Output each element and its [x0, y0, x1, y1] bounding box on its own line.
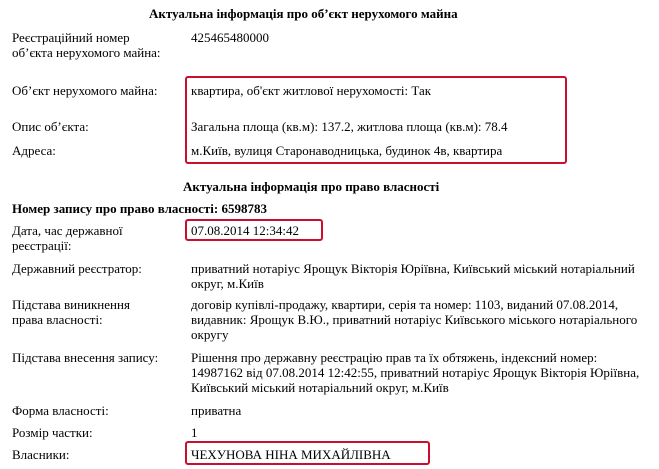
- highlight-owners: [185, 441, 430, 465]
- label-owners: Власники:: [12, 447, 70, 462]
- value-ownership-form: приватна: [191, 403, 242, 418]
- highlight-registration-date: [185, 219, 323, 241]
- record-number: Номер запису про право власності: 6598783: [12, 201, 267, 216]
- value-description: Загальна площа (кв.м): 137.2, житлова площа (кв.м): 78.4: [191, 119, 508, 134]
- value-registrar: приватний нотаріус Ярощук Вікторія Юріївна, Київський міський нотаріальний округ, м.Київ: [191, 261, 635, 291]
- value-owners: ЧЕХУНОВА НІНА МИХАЙЛІВНА: [191, 447, 391, 462]
- label-object-type: Об’єкт нерухомого майна:: [12, 83, 158, 98]
- object-section-title: Актуальна інформація про об’єкт нерухомого майна: [149, 6, 458, 21]
- label-registration-date: Дата, час державної реєстрації:: [12, 223, 123, 253]
- value-share-size: 1: [191, 425, 198, 440]
- value-object-type: квартира, об'єкт житлової нерухомості: Так: [191, 83, 432, 98]
- value-entry-basis: Рішення про державну реєстрацію прав та їх обтяжень, індексний номер: 14987162 від 07.08.2014 12:42:55, приватний нотаріус Ярощук Вікторія Юріївна, Київський міський нотаріальний округ, м.Київ: [191, 350, 640, 395]
- highlight-object-info: [185, 76, 567, 164]
- value-ownership-basis: договір купівлі-продажу, квартири, серія та номер: 1103, виданий 07.08.2014, видавник: Ярощук В.Ю., приватний нотаріус Київського міського нотаріального округу: [191, 297, 638, 342]
- ownership-section-title: Актуальна інформація про право власності: [183, 179, 440, 194]
- value-registration-number: 425465480000: [191, 30, 269, 45]
- label-entry-basis: Підстава внесення запису:: [12, 350, 159, 365]
- label-ownership-basis: Підстава виникнення права власності:: [12, 297, 130, 327]
- label-registrar: Державний реєстратор:: [12, 261, 142, 276]
- label-address: Адреса:: [12, 143, 56, 158]
- label-ownership-form: Форма власності:: [12, 403, 109, 418]
- label-share-size: Розмір частки:: [12, 425, 93, 440]
- value-address: м.Київ, вулиця Старонаводницька, будинок 4в, квартира: [191, 143, 503, 158]
- label-registration-number: Реєстраційний номер об’єкта нерухомого майна:: [12, 30, 161, 60]
- label-description: Опис об’єкта:: [12, 119, 89, 134]
- value-registration-date: 07.08.2014 12:34:42: [191, 223, 299, 238]
